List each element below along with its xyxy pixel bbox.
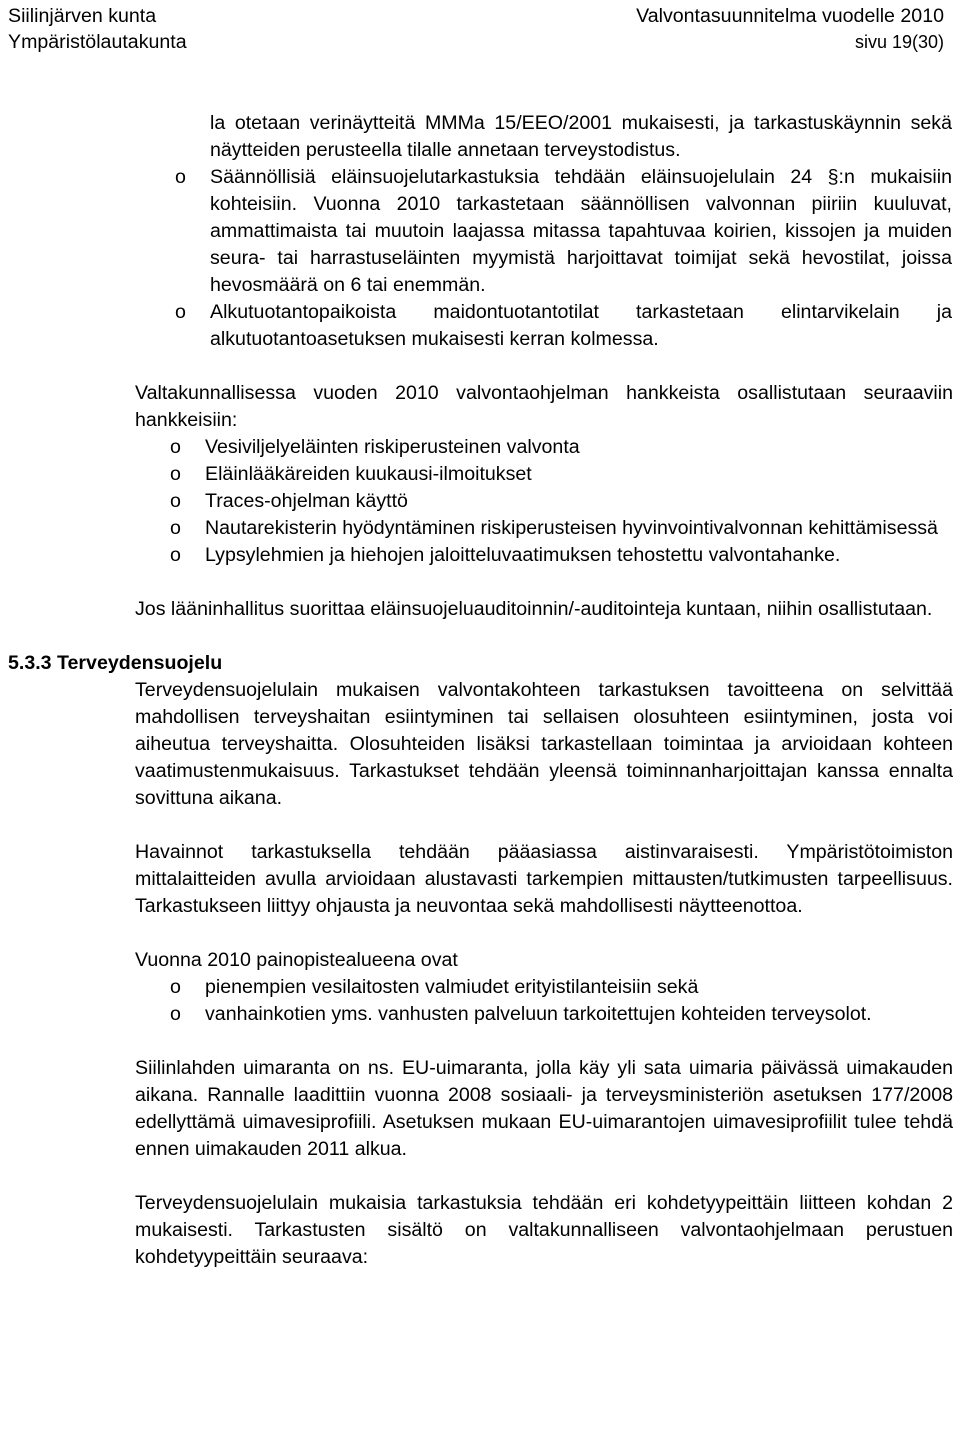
header-unit: Ympäristölautakunta bbox=[8, 31, 187, 53]
list-item bbox=[170, 461, 953, 488]
section-heading: 5.3.3 Terveydensuojelu bbox=[8, 652, 223, 674]
header-doc-title: Valvontasuunnitelma vuodelle 2010 bbox=[636, 5, 944, 27]
bullet-marker: o bbox=[170, 490, 181, 512]
list-item bbox=[175, 164, 952, 299]
list-item-text: Eläinlääkäreiden kuukausi-ilmoitukset bbox=[205, 463, 532, 485]
list-item bbox=[170, 434, 953, 461]
list-item-text: vanhainkotien yms. vanhusten palveluun tarkoitettujen kohteiden terveysolot. bbox=[205, 1003, 872, 1025]
bullet-marker: o bbox=[170, 517, 181, 539]
header-page-number: sivu 19(30) bbox=[854, 32, 944, 52]
bullet-marker: o bbox=[170, 544, 181, 566]
bullet-marker: o bbox=[175, 166, 186, 188]
bullet-marker: o bbox=[175, 301, 186, 323]
paragraph: Terveydensuojelulain mukaisia tarkastuksia tehdään eri kohdetyypeittäin liitteen kohdan 2 mukaisesti. Tarkastusten sisältö on valtakunnalliseen valvontaohjelmaan perustuen kohdetyypeittäin seuraava: bbox=[135, 1192, 953, 1268]
bullet-marker: o bbox=[170, 976, 181, 998]
list-item-text: la otetaan verinäytteitä MMMa 15/EEO/2001 mukaisesti, ja tarkastuskäynnin sekä näytteiden perusteella tilalle annetaan terveystodistus. bbox=[210, 112, 952, 161]
list-item bbox=[170, 974, 953, 1001]
list-item-continuation bbox=[210, 110, 952, 164]
list-item-text: pienempien vesilaitosten valmiudet erityistilanteisiin sekä bbox=[205, 976, 699, 998]
list-item-text: Nautarekisterin hyödyntäminen riskiperusteisen hyvinvointivalvonnan kehittämisessä bbox=[205, 517, 938, 539]
projects-list bbox=[0, 434, 960, 569]
projects-intro: Valtakunnallisessa vuoden 2010 valvontaohjelman hankkeista osallistutaan seuraaviin hankkeisiin: bbox=[135, 382, 953, 431]
audit-note: Jos lääninhallitus suorittaa eläinsuojeluauditoinnin/-auditointeja kuntaan, niihin osallistutaan. bbox=[135, 598, 933, 620]
list-item-text: Alkutuotantopaikoista maidontuotantotilat tarkastetaan elintarvikelain ja alkutuotantoasetuksen mukaisesti kerran kolmessa. bbox=[210, 301, 952, 350]
bullet-marker: o bbox=[170, 1003, 181, 1025]
header-org: Siilinjärven kunta bbox=[8, 5, 157, 27]
list-item-text: Lypsylehmien ja hiehojen jaloitteluvaatimuksen tehostettu valvontahanke. bbox=[205, 544, 841, 566]
paragraph: Terveydensuojelulain mukaisen valvontakohteen tarkastuksen tavoitteena on selvittää mahdollisen terveyshaitan esiintyminen tai sellaisen olosuhteen esiintyminen, josta voi aiheutua terveyshaitta. Olosuhteiden lisäksi tarkastellaan toimintaa ja arvioidaan kohteen vaatimustenmukaisuus. Tarkastukset tehdään yleensä toiminnanharjoittajan kanssa ennalta sovittuna aikana. bbox=[135, 679, 953, 809]
list-item bbox=[175, 299, 952, 353]
list-item bbox=[170, 1001, 953, 1028]
page-header bbox=[0, 0, 960, 58]
bullet-marker: o bbox=[170, 463, 181, 485]
focus-intro: Vuonna 2010 painopistealueena ovat bbox=[135, 949, 458, 971]
list-item-text: Traces-ohjelman käyttö bbox=[205, 490, 408, 512]
focus-list bbox=[0, 974, 960, 1028]
bullet-marker: o bbox=[170, 436, 181, 458]
list-item-text: Säännöllisiä eläinsuojelutarkastuksia tehdään eläinsuojelulain 24 §:n mukaisiin kohteisiin. Vuonna 2010 tarkastetaan säännöllisen valvonnan piiriin kuuluvat, ammattimaista tai muutoin laajassa mitassa tapahtuvaa koirien, kissojen ja muiden seura- tai harrastuseläinten myymistä harjoittavat toimijat sekä hevostilat, joissa hevosmäärä on 6 tai enemmän. bbox=[210, 166, 952, 296]
paragraph: Havainnot tarkastuksella tehdään pääasiassa aistinvaraisesti. Ympäristötoimiston mittalaitteiden avulla arvioidaan alustavasti tarkempien mittausten/tutkimusten tarpeellisuus. Tarkastukseen liittyy ohjausta ja neuvontaa sekä mahdollisesti näytteenottoa. bbox=[135, 841, 953, 917]
list-item bbox=[170, 542, 953, 569]
list-item bbox=[170, 515, 953, 542]
inspection-list bbox=[0, 110, 960, 353]
document-body bbox=[0, 110, 960, 1271]
list-item bbox=[170, 488, 953, 515]
list-item-text: Vesiviljelyeläinten riskiperusteinen valvonta bbox=[205, 436, 580, 458]
paragraph: Siilinlahden uimaranta on ns. EU-uimaranta, jolla käy yli sata uimaria päivässä uimakauden aikana. Rannalle laadittiin vuonna 2008 sosiaali- ja terveysministeriön asetuksen 177/2008 edellyttämä uimavesiprofiili. Asetuksen mukaan EU-uimarantojen uimavesiprofiilit tulee tehdä ennen uimakauden 2011 alkua. bbox=[135, 1057, 953, 1160]
